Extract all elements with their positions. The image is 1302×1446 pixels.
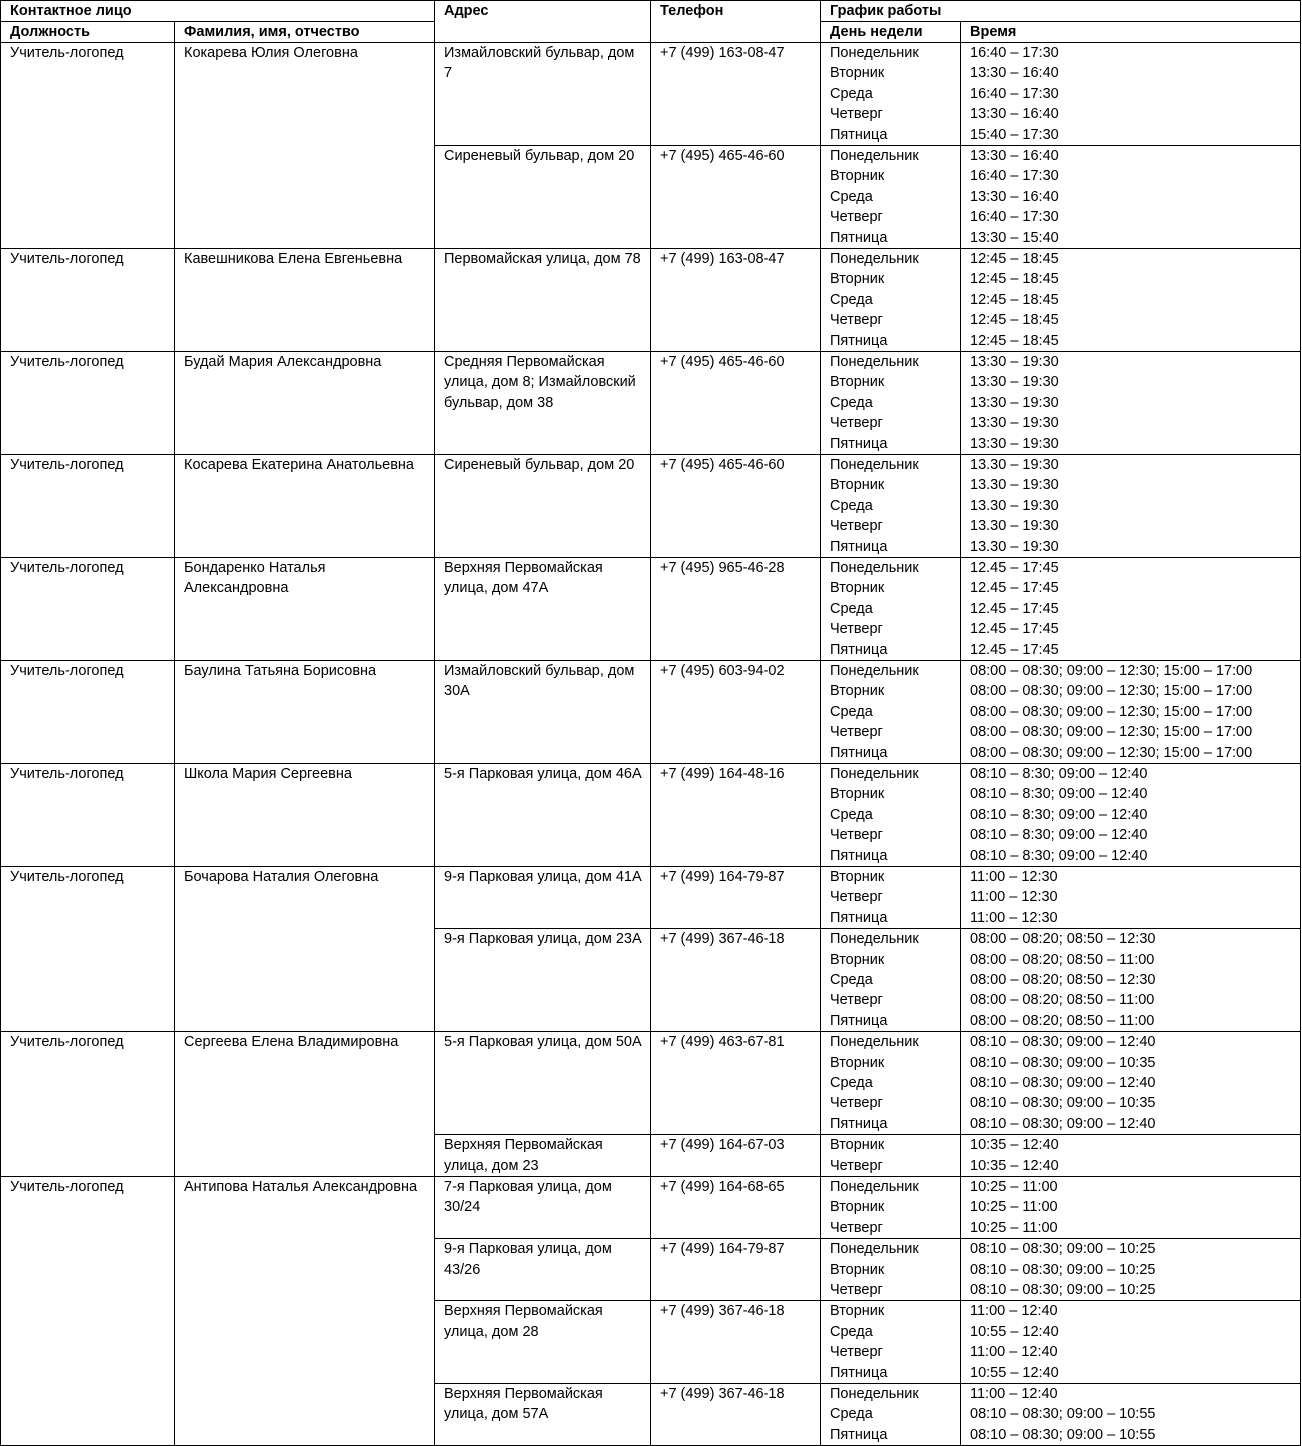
weekday-label: Четверг xyxy=(830,889,883,906)
address-cell: Сиреневый бульвар, дом 20 xyxy=(435,455,651,558)
weekday-label: Вторник xyxy=(830,168,885,185)
weekday-label: Среда xyxy=(830,1406,873,1423)
weekday-label: Пятница xyxy=(830,847,888,864)
header-row-top xyxy=(1,1,1301,22)
weekday-label: Четверг xyxy=(830,1281,883,1298)
time-range: 11:00 – 12:40 xyxy=(970,1303,1058,1320)
time-range: 08:00 – 08:30; 09:00 – 12:30; 15:00 – 17:00 xyxy=(970,703,1253,720)
header-address: Адрес xyxy=(435,1,651,43)
time-cell xyxy=(961,929,1301,1032)
time-range: 10:25 – 11:00 xyxy=(970,1199,1058,1216)
weekday-label: Среда xyxy=(830,188,873,205)
weekday-label: Вторник xyxy=(830,951,885,968)
day-cell xyxy=(821,249,961,352)
time-range: 12.45 – 17:45 xyxy=(970,641,1059,658)
address-cell: Верхняя Первомайская улица, дом 57А xyxy=(435,1383,651,1445)
day-cell xyxy=(821,661,961,764)
weekday-label: Четверг xyxy=(830,1344,883,1361)
weekday-label: Среда xyxy=(830,85,873,102)
phone-cell: +7 (499) 463-67-81 xyxy=(651,1032,821,1135)
time-range: 13.30 – 19:30 xyxy=(970,518,1059,535)
weekday-label: Понедельник xyxy=(830,766,919,782)
time-cell xyxy=(961,352,1301,455)
weekday-label: Вторник xyxy=(830,271,885,288)
time-range: 13:30 – 19:30 xyxy=(970,394,1059,411)
weekday-label: Понедельник xyxy=(830,148,919,164)
weekday-label: Среда xyxy=(830,394,873,411)
time-range: 12.45 – 17:45 xyxy=(970,600,1059,617)
time-cell xyxy=(961,146,1301,249)
weekday-label: Вторник xyxy=(830,374,885,391)
time-range: 08:10 – 08:30; 09:00 – 10:25 xyxy=(970,1281,1156,1298)
position-cell: Учитель-логопед xyxy=(1,1032,175,1177)
weekday-label: Понедельник xyxy=(830,931,919,948)
time-cell xyxy=(961,867,1301,929)
full-name-cell: Бочарова Наталия Олеговна xyxy=(175,867,435,1032)
address-cell: Измайловский бульвар, дом 30А xyxy=(435,661,651,764)
phone-cell: +7 (499) 164-68-65 xyxy=(651,1177,821,1239)
weekday-label: Четверг xyxy=(830,518,883,535)
address-cell: Первомайская улица, дом 78 xyxy=(435,249,651,352)
day-cell xyxy=(821,764,961,867)
weekday-label: Пятница xyxy=(830,435,888,452)
address-cell: Верхняя Первомайская улица, дом 28 xyxy=(435,1301,651,1384)
time-range: 11:00 – 12:30 xyxy=(970,869,1058,885)
time-cell xyxy=(961,764,1301,867)
day-cell xyxy=(821,1177,961,1239)
time-range: 16:40 – 17:30 xyxy=(970,168,1059,185)
weekday-label: Понедельник xyxy=(830,663,919,679)
time-range: 13:30 – 16:40 xyxy=(970,148,1059,164)
weekday-label: Среда xyxy=(830,1074,873,1091)
address-cell: 9-я Парковая улица, дом 41А xyxy=(435,867,651,929)
table-row xyxy=(1,867,1301,929)
time-range: 08:10 – 8:30; 09:00 – 12:40 xyxy=(970,786,1148,803)
phone-cell: +7 (499) 164-67-03 xyxy=(651,1135,821,1177)
time-range: 13.30 – 19:30 xyxy=(970,457,1059,473)
address-cell: 9-я Парковая улица, дом 23А xyxy=(435,929,651,1032)
time-range: 16:40 – 17:30 xyxy=(970,45,1059,61)
phone-cell: +7 (499) 367-46-18 xyxy=(651,1383,821,1445)
weekday-label: Пятница xyxy=(830,229,888,246)
day-cell xyxy=(821,1032,961,1135)
full-name-cell: Бондаренко Наталья Александровна xyxy=(175,558,435,661)
position-cell: Учитель-логопед xyxy=(1,352,175,455)
weekday-label: Пятница xyxy=(830,126,888,143)
time-range: 10:55 – 12:40 xyxy=(970,1364,1059,1381)
time-range: 10:25 – 11:00 xyxy=(970,1179,1058,1195)
position-cell: Учитель-логопед xyxy=(1,1177,175,1446)
full-name-cell: Антипова Наталья Александровна xyxy=(175,1177,435,1446)
address-cell: Измайловский бульвар, дом 7 xyxy=(435,43,651,146)
weekday-label: Вторник xyxy=(830,1199,885,1216)
weekday-label: Пятница xyxy=(830,1364,888,1381)
header-schedule: График работы xyxy=(821,1,1301,22)
time-range: 08:10 – 08:30; 09:00 – 12:40 xyxy=(970,1074,1156,1091)
header-time: Время xyxy=(961,22,1301,43)
time-range: 08:10 – 08:30; 09:00 – 10:25 xyxy=(970,1261,1156,1278)
address-cell: Сиреневый бульвар, дом 20 xyxy=(435,146,651,249)
weekday-label: Четверг xyxy=(830,106,883,123)
time-range: 13.30 – 19:30 xyxy=(970,477,1059,494)
weekday-label: Понедельник xyxy=(830,560,919,576)
position-cell: Учитель-логопед xyxy=(1,249,175,352)
day-cell xyxy=(821,929,961,1032)
time-range: 12:45 – 18:45 xyxy=(970,291,1059,308)
time-range: 12.45 – 17:45 xyxy=(970,580,1059,597)
weekday-label: Четверг xyxy=(830,724,883,741)
weekday-label: Четверг xyxy=(830,1157,883,1174)
weekday-label: Вторник xyxy=(830,580,885,597)
weekday-label: Четверг xyxy=(830,827,883,844)
time-range: 08:00 – 08:20; 08:50 – 11:00 xyxy=(970,992,1155,1009)
time-range: 08:10 – 08:30; 09:00 – 12:40 xyxy=(970,1115,1156,1132)
weekday-label: Вторник xyxy=(830,1303,885,1320)
table-row xyxy=(1,249,1301,352)
table-row xyxy=(1,1032,1301,1135)
weekday-label: Среда xyxy=(830,291,873,308)
time-range: 13:30 – 19:30 xyxy=(970,415,1059,432)
full-name-cell: Баулина Татьяна Борисовна xyxy=(175,661,435,764)
weekday-label: Среда xyxy=(830,600,873,617)
weekday-label: Вторник xyxy=(830,65,885,82)
weekday-label: Четверг xyxy=(830,992,883,1009)
time-range: 13:30 – 15:40 xyxy=(970,229,1059,246)
day-cell xyxy=(821,455,961,558)
time-cell xyxy=(961,661,1301,764)
time-cell xyxy=(961,43,1301,146)
weekday-label: Понедельник xyxy=(830,1385,919,1402)
full-name-cell: Школа Мария Сергеевна xyxy=(175,764,435,867)
table-row xyxy=(1,43,1301,146)
time-range: 12.45 – 17:45 xyxy=(970,621,1059,638)
day-cell xyxy=(821,1301,961,1384)
time-range: 13.30 – 19:30 xyxy=(970,497,1059,514)
address-cell: 9-я Парковая улица, дом 43/26 xyxy=(435,1239,651,1301)
position-cell: Учитель-логопед xyxy=(1,764,175,867)
time-range: 08:00 – 08:30; 09:00 – 12:30; 15:00 – 17:00 xyxy=(970,744,1253,761)
position-cell: Учитель-логопед xyxy=(1,661,175,764)
time-range: 13.30 – 19:30 xyxy=(970,538,1059,555)
time-cell xyxy=(961,1177,1301,1239)
weekday-label: Четверг xyxy=(830,209,883,226)
address-cell: 7-я Парковая улица, дом 30/24 xyxy=(435,1177,651,1239)
weekday-label: Среда xyxy=(830,703,873,720)
time-cell xyxy=(961,1383,1301,1445)
phone-cell: +7 (495) 465-46-60 xyxy=(651,146,821,249)
weekday-label: Пятница xyxy=(830,744,888,761)
weekday-label: Вторник xyxy=(830,1261,885,1278)
time-range: 08:10 – 8:30; 09:00 – 12:40 xyxy=(970,806,1148,823)
weekday-label: Четверг xyxy=(830,621,883,638)
day-cell xyxy=(821,352,961,455)
phone-cell: +7 (499) 163-08-47 xyxy=(651,249,821,352)
table-row xyxy=(1,661,1301,764)
weekday-label: Вторник xyxy=(830,1137,885,1154)
header-position: Должность xyxy=(1,22,175,43)
day-cell xyxy=(821,558,961,661)
weekday-label: Четверг xyxy=(830,1095,883,1112)
time-range: 13:30 – 19:30 xyxy=(970,435,1059,452)
time-range: 11:00 – 12:40 xyxy=(970,1385,1058,1402)
table-row xyxy=(1,764,1301,867)
time-range: 08:10 – 08:30; 09:00 – 12:40 xyxy=(970,1034,1156,1051)
weekday-label: Понедельник xyxy=(830,45,919,61)
time-range: 13:30 – 16:40 xyxy=(970,188,1059,205)
time-range: 08:10 – 8:30; 09:00 – 12:40 xyxy=(970,847,1148,864)
time-cell xyxy=(961,1239,1301,1301)
time-cell xyxy=(961,1032,1301,1135)
weekday-label: Вторник xyxy=(830,477,885,494)
position-cell: Учитель-логопед xyxy=(1,455,175,558)
position-cell: Учитель-логопед xyxy=(1,558,175,661)
weekday-label: Пятница xyxy=(830,641,888,658)
day-cell xyxy=(821,867,961,929)
time-range: 13:30 – 19:30 xyxy=(970,354,1059,370)
table-row xyxy=(1,1177,1301,1239)
address-cell: Верхняя Первомайская улица, дом 23 xyxy=(435,1135,651,1177)
time-range: 08:00 – 08:20; 08:50 – 11:00 xyxy=(970,951,1155,968)
time-cell xyxy=(961,249,1301,352)
weekday-label: Пятница xyxy=(830,538,888,555)
phone-cell: +7 (499) 164-79-87 xyxy=(651,867,821,929)
phone-cell: +7 (499) 367-46-18 xyxy=(651,1301,821,1384)
phone-cell: +7 (499) 164-48-16 xyxy=(651,764,821,867)
time-range: 08:10 – 08:30; 09:00 – 10:55 xyxy=(970,1406,1156,1423)
header-phone: Телефон xyxy=(651,1,821,43)
table-body xyxy=(1,43,1301,1446)
weekday-label: Понедельник xyxy=(830,1179,919,1195)
time-range: 16:40 – 17:30 xyxy=(970,209,1059,226)
weekday-label: Среда xyxy=(830,1323,873,1340)
position-cell: Учитель-логопед xyxy=(1,43,175,249)
weekday-label: Пятница xyxy=(830,1115,888,1132)
time-range: 10:35 – 12:40 xyxy=(970,1157,1059,1174)
weekday-label: Вторник xyxy=(830,683,885,700)
time-range: 11:00 – 12:40 xyxy=(970,1344,1058,1361)
day-cell xyxy=(821,1239,961,1301)
time-range: 08:10 – 8:30; 09:00 – 12:40 xyxy=(970,766,1148,782)
time-range: 12:45 – 18:45 xyxy=(970,332,1059,349)
weekday-label: Понедельник xyxy=(830,251,919,267)
time-cell xyxy=(961,1301,1301,1384)
weekday-label: Понедельник xyxy=(830,354,919,370)
time-range: 13:30 – 16:40 xyxy=(970,65,1059,82)
time-range: 10:55 – 12:40 xyxy=(970,1323,1059,1340)
phone-cell: +7 (495) 603-94-02 xyxy=(651,661,821,764)
address-cell: Средняя Первомайская улица, дом 8; Измайловский бульвар, дом 38 xyxy=(435,352,651,455)
time-range: 12.45 – 17:45 xyxy=(970,560,1059,576)
time-range: 08:10 – 08:30; 09:00 – 10:35 xyxy=(970,1095,1156,1112)
weekday-label: Среда xyxy=(830,806,873,823)
full-name-cell: Будай Мария Александровна xyxy=(175,352,435,455)
weekday-label: Понедельник xyxy=(830,1034,919,1051)
time-range: 10:35 – 12:40 xyxy=(970,1137,1059,1154)
day-cell xyxy=(821,43,961,146)
time-range: 11:00 – 12:30 xyxy=(970,889,1058,906)
weekday-label: Пятница xyxy=(830,1012,888,1029)
time-range: 15:40 – 17:30 xyxy=(970,126,1059,143)
header-day: День недели xyxy=(821,22,961,43)
time-range: 16:40 – 17:30 xyxy=(970,85,1059,102)
weekday-label: Понедельник xyxy=(830,1241,919,1258)
weekday-label: Вторник xyxy=(830,786,885,803)
header-contact-person: Контактное лицо xyxy=(1,1,435,22)
time-range: 08:00 – 08:30; 09:00 – 12:30; 15:00 – 17:00 xyxy=(970,724,1253,741)
weekday-label: Четверг xyxy=(830,1219,883,1236)
time-range: 08:00 – 08:20; 08:50 – 12:30 xyxy=(970,931,1156,948)
time-range: 08:00 – 08:20; 08:50 – 12:30 xyxy=(970,971,1156,988)
table-row xyxy=(1,455,1301,558)
phone-cell: +7 (499) 163-08-47 xyxy=(651,43,821,146)
phone-cell: +7 (499) 164-79-87 xyxy=(651,1239,821,1301)
time-range: 12:45 – 18:45 xyxy=(970,251,1059,267)
table-row xyxy=(1,352,1301,455)
time-range: 13:30 – 16:40 xyxy=(970,106,1059,123)
time-range: 08:10 – 8:30; 09:00 – 12:40 xyxy=(970,827,1148,844)
full-name-cell: Кокарева Юлия Олеговна xyxy=(175,43,435,249)
time-range: 08:10 – 08:30; 09:00 – 10:55 xyxy=(970,1426,1156,1443)
weekday-label: Пятница xyxy=(830,332,888,349)
time-cell xyxy=(961,455,1301,558)
full-name-cell: Сергеева Елена Владимировна xyxy=(175,1032,435,1177)
address-cell: 5-я Парковая улица, дом 50А xyxy=(435,1032,651,1135)
address-cell: 5-я Парковая улица, дом 46А xyxy=(435,764,651,867)
weekday-label: Вторник xyxy=(830,869,885,885)
weekday-label: Среда xyxy=(830,497,873,514)
full-name-cell: Косарева Екатерина Анатольевна xyxy=(175,455,435,558)
time-range: 10:25 – 11:00 xyxy=(970,1219,1058,1236)
phone-cell: +7 (495) 465-46-60 xyxy=(651,352,821,455)
address-cell: Верхняя Первомайская улица, дом 47А xyxy=(435,558,651,661)
time-range: 12:45 – 18:45 xyxy=(970,312,1059,329)
weekday-label: Четверг xyxy=(830,312,883,329)
phone-cell: +7 (495) 465-46-60 xyxy=(651,455,821,558)
time-range: 08:00 – 08:30; 09:00 – 12:30; 15:00 – 17:00 xyxy=(970,683,1253,700)
weekday-label: Вторник xyxy=(830,1054,885,1071)
weekday-label: Пятница xyxy=(830,909,888,926)
time-range: 08:00 – 08:20; 08:50 – 11:00 xyxy=(970,1012,1155,1029)
phone-cell: +7 (495) 965-46-28 xyxy=(651,558,821,661)
time-range: 13:30 – 19:30 xyxy=(970,374,1059,391)
time-range: 08:10 – 08:30; 09:00 – 10:25 xyxy=(970,1241,1156,1258)
weekday-label: Понедельник xyxy=(830,457,919,473)
full-name-cell: Кавешникова Елена Евгеньевна xyxy=(175,249,435,352)
time-range: 08:10 – 08:30; 09:00 – 10:35 xyxy=(970,1054,1156,1071)
time-range: 12:45 – 18:45 xyxy=(970,271,1059,288)
time-range: 08:00 – 08:30; 09:00 – 12:30; 15:00 – 17:00 xyxy=(970,663,1253,679)
day-cell xyxy=(821,1383,961,1445)
time-cell xyxy=(961,1135,1301,1177)
position-cell: Учитель-логопед xyxy=(1,867,175,1032)
weekday-label: Четверг xyxy=(830,415,883,432)
header-full-name: Фамилия, имя, отчество xyxy=(175,22,435,43)
table-row xyxy=(1,558,1301,661)
day-cell xyxy=(821,1135,961,1177)
day-cell xyxy=(821,146,961,249)
time-range: 11:00 – 12:30 xyxy=(970,909,1058,926)
weekday-label: Пятница xyxy=(830,1426,888,1443)
phone-cell: +7 (499) 367-46-18 xyxy=(651,929,821,1032)
time-cell xyxy=(961,558,1301,661)
weekday-label: Среда xyxy=(830,971,873,988)
